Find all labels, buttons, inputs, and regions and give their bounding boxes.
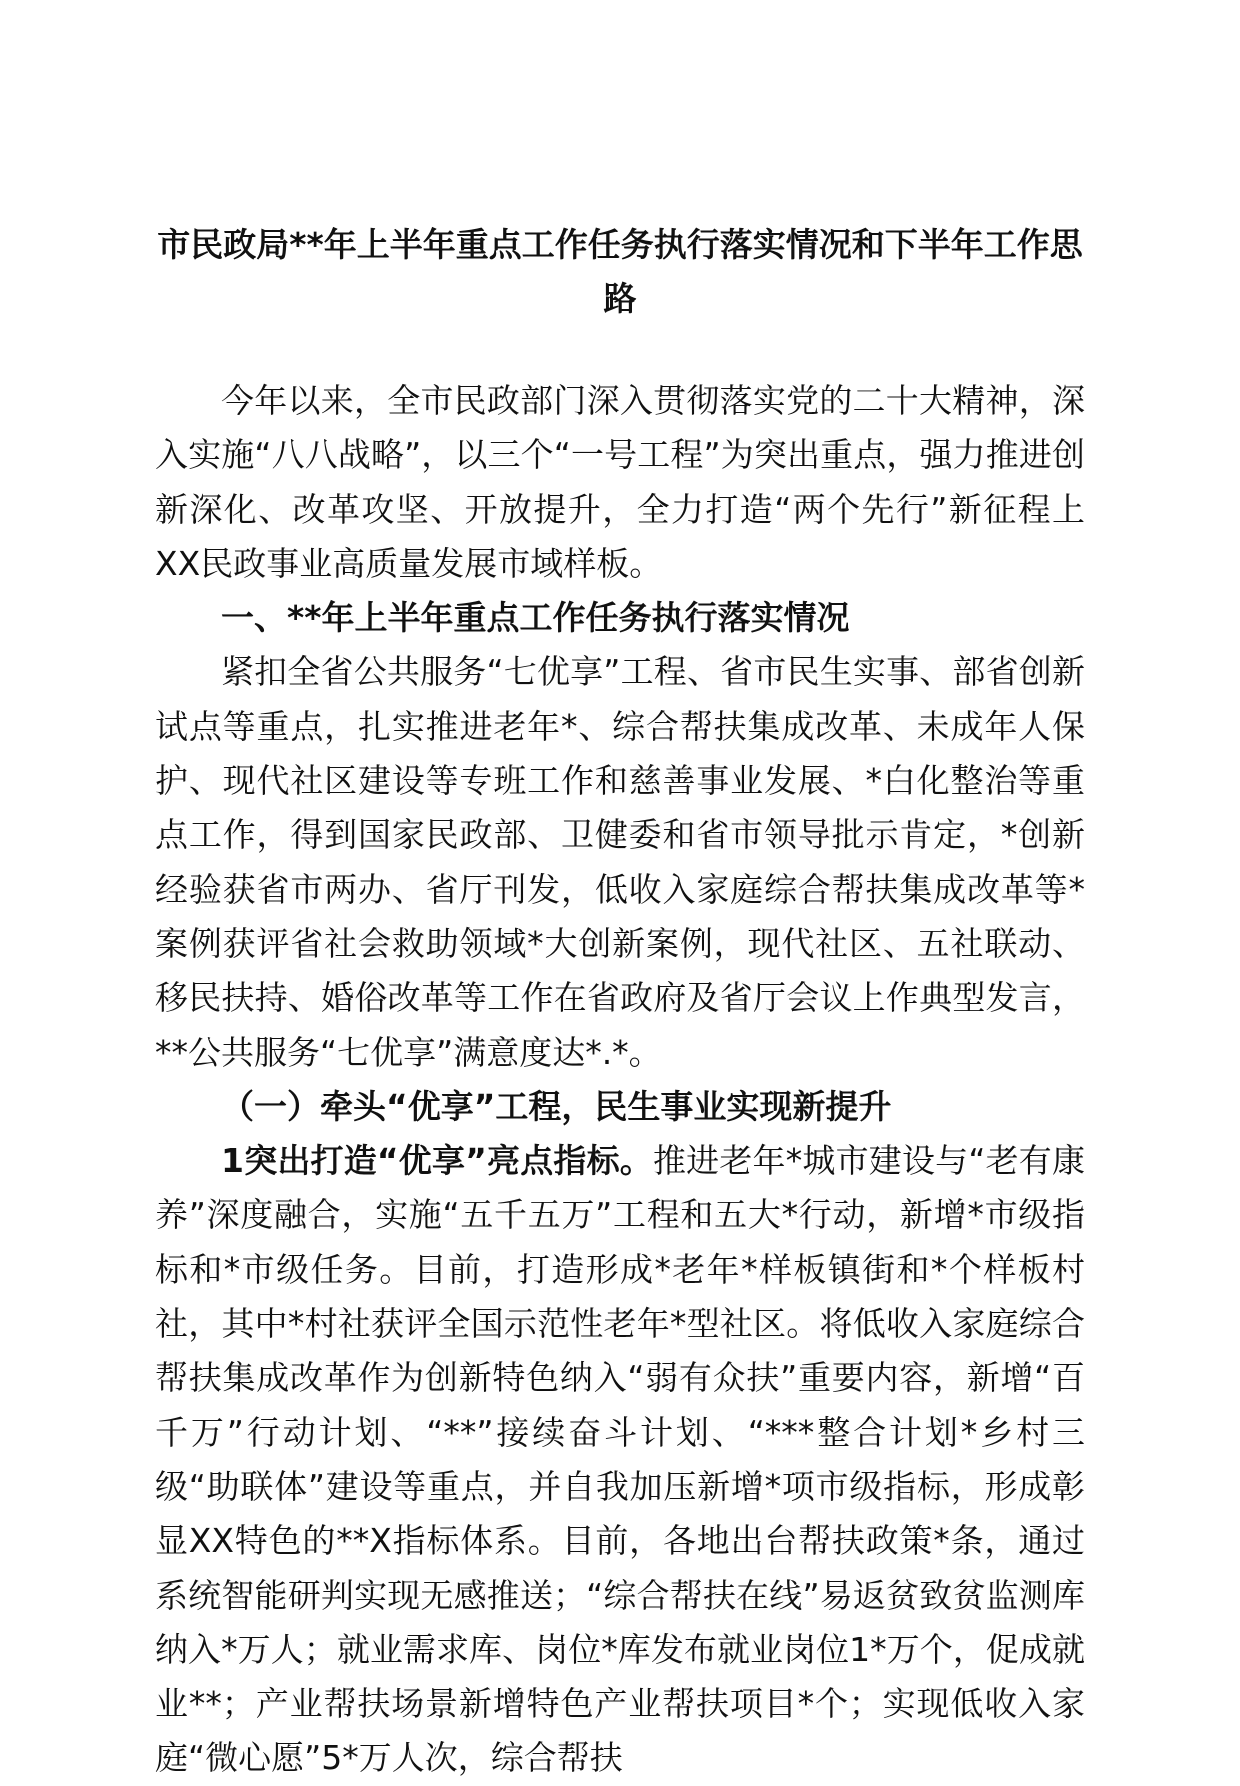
item-text: 推进老年*城市建设与“老有康养”深度融合，实施“五千五万”工程和五大*行动，新增*市级指标和*市级任务。目前，打造形成*老年*样板镇街和*个样板村社，其中*村社获评全国示范性老年*型社区。将低收入家庭综合帮扶集成改革作为创新特色纳入“弱有众扶”重要内容，新增“百千万”行动计划、“**”接续奋斗计划、“***整合计划*乡村三级“助联体”建设等重点，并自我加压新增*项市级指标，形成彰显XX特色的**X指标体系。目前，各地出台帮扶政策*条，通过系统智能研判实现无感推送；“综合帮扶在线”易返贫致贫监测库纳入*万人；就业需求库、岗位*库发布就业岗位1*万个，促成就业**；产业帮扶场景新增特色产业帮扶项目*个；实现低收入家庭“微心愿”5*万人次，综合帮扶 xyxy=(155,1141,1086,1778)
item-lead: 1突出打造“优享”亮点指标。 xyxy=(221,1141,653,1181)
item-paragraph xyxy=(155,1134,1085,1786)
intro-paragraph: 今年以来，全市民政部门深入贯彻落实党的二十大精神，深入实施“八八战略”，以三个“一号工程”为突出重点，强力推进创新深化、改革攻坚、开放提升，全力打造“两个先行”新征程上XX民政事业高质量发展市域样板。 xyxy=(155,381,1085,583)
section-paragraph: 紧扣全省公共服务“七优享”工程、省市民生实事、部省创新试点等重点，扎实推进老年*、综合帮扶集成改革、未成年人保护、现代社区建设等专班工作和慈善事业发展、*白化整治等重点工作，得到国家民政部、卫健委和省市领导批示肯定，*创新经验获省市两办、省厅刊发，低收入家庭综合帮扶集成改革等*案例获评省社会救助领域*大创新案例，现代社区、五社联动、移民扶持、婚俗改革等工作在省政府及省厅会议上作典型发言，**公共服务“七优享”满意度达*.*。 xyxy=(155,652,1085,1072)
section-heading: 一、**年上半年重点工作任务执行落实情况 xyxy=(221,598,850,638)
page-title: 市民政局**年上半年重点工作任务执行落实情况和下半年工作思路 xyxy=(157,225,1083,318)
subsection-heading: （一）牵头“优享”工程，民生事业实现新提升 xyxy=(221,1086,892,1126)
document-body xyxy=(155,374,1085,1786)
